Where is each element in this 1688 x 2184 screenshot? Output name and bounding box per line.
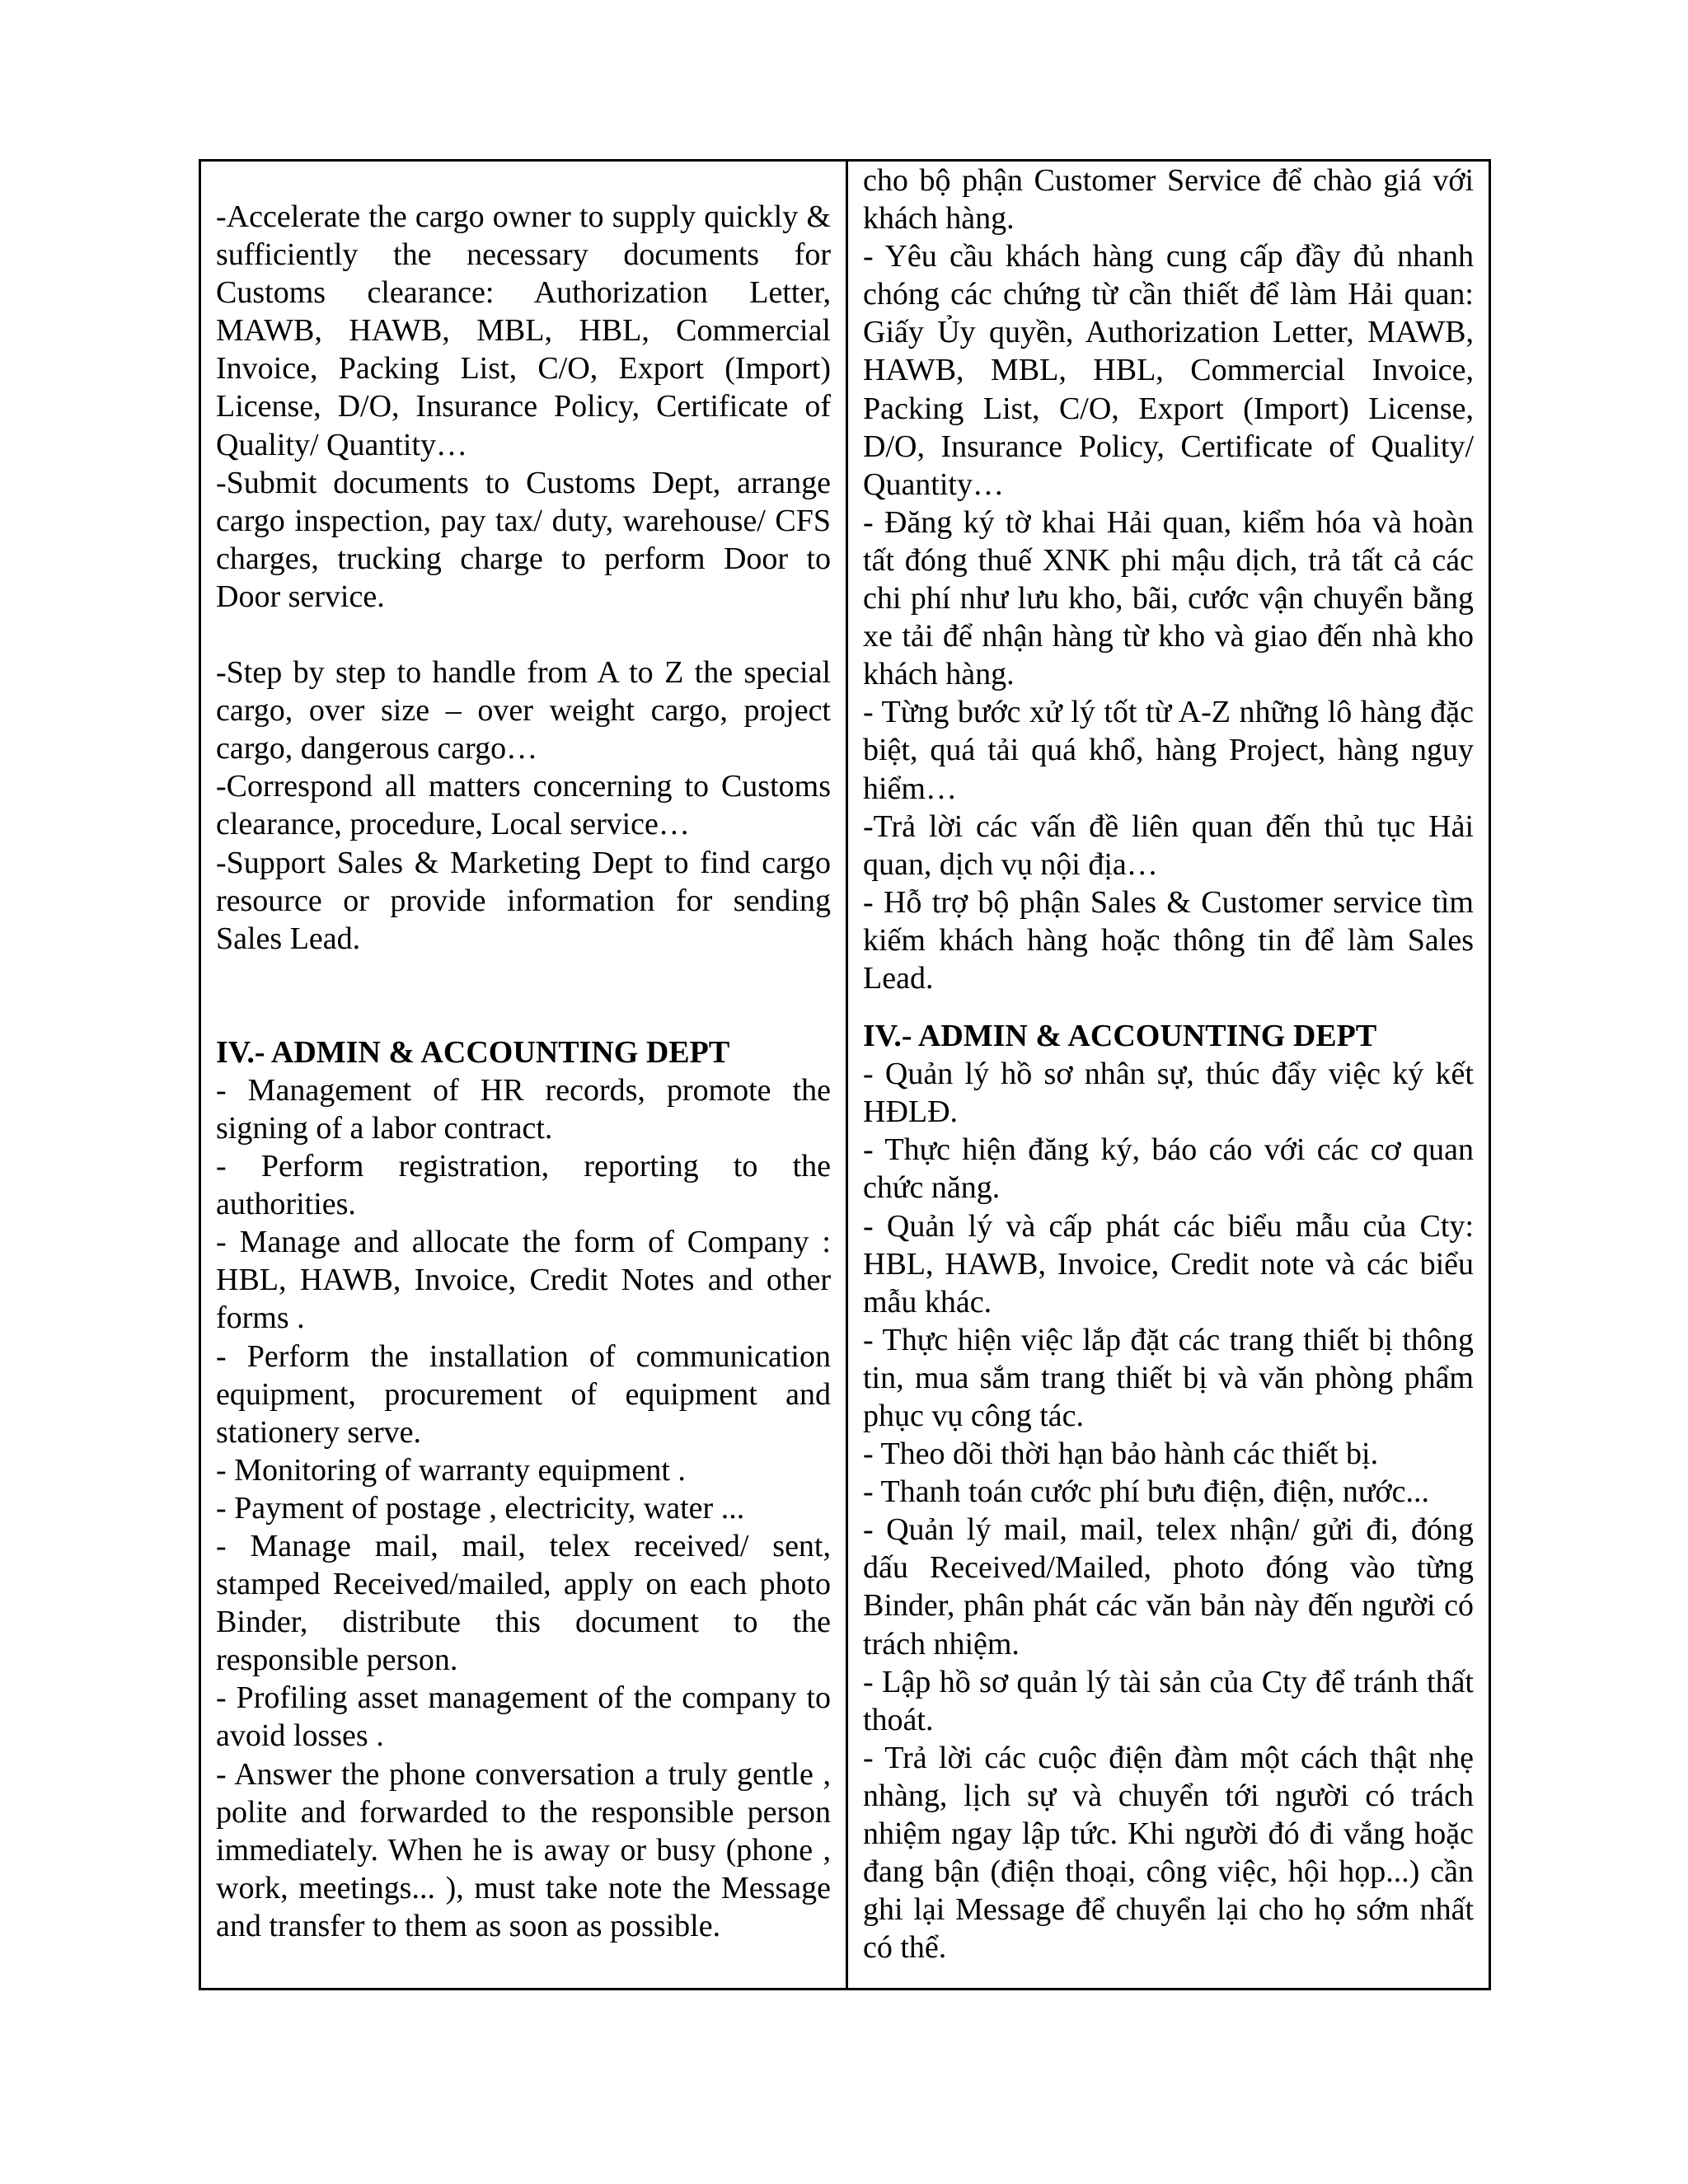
two-column-table	[199, 159, 1491, 1990]
paragraph: - Payment of postage , electricity, water ...	[216, 1490, 745, 1526]
paragraph: -Accelerate the cargo owner to supply quickly & sufficiently the necessary documents for Customs clearance: Authorization Letter, MAWB, HAWB, MBL, HBL, Commercial Invoice, Packing List, C/O, Export (Import) License, D/O, Insurance Policy, Certificate of Quality/ Quantity…	[216, 199, 831, 462]
paragraph: - Management of HR records, promote the signing of a labor contract.	[216, 1072, 831, 1146]
paragraph: - Lập hồ sơ quản lý tài sản của Cty để tránh thất thoát.	[863, 1664, 1474, 1737]
spacer	[216, 616, 831, 654]
paragraph: - Answer the phone conversation a truly gentle , polite and forwarded to the responsible person immediately. When he is away or busy (phone , work, meetings... ), must take note the Message and transfer to them as soon as possible.	[216, 1756, 831, 1943]
paragraph: - Profiling asset management of the company to avoid losses .	[216, 1680, 831, 1754]
paragraph: - Thanh toán cước phí bưu điện, điện, nước...	[863, 1474, 1429, 1510]
paragraph: - Monitoring of warranty equipment .	[216, 1452, 686, 1488]
paragraph: - Từng bước xử lý tốt từ A-Z những lô hàng đặc biệt, quá tải quá khổ, hàng Project, hàng nguy hiểm…	[863, 695, 1474, 806]
paragraph: - Perform registration, reporting to the authorities.	[216, 1149, 831, 1222]
vietnamese-column	[848, 162, 1489, 1988]
paragraph: -Submit documents to Customs Dept, arrange cargo inspection, pay tax/ duty, warehouse/ CFS charges, trucking charge to perform Door to Door service.	[216, 465, 831, 614]
spacer	[863, 997, 1474, 1017]
paragraph: - Manage and allocate the form of Company : HBL, HAWB, Invoice, Credit Notes and other forms .	[216, 1225, 831, 1336]
section-heading: IV.- ADMIN & ACCOUNTING DEPT	[216, 1034, 730, 1070]
paragraph: - Đăng ký tờ khai Hải quan, kiểm hóa và hoàn tất đóng thuế XNK phi mậu dịch, trả tất cả các chi phí như lưu kho, bãi, cước vận chuyển bằng xe tải để nhận hàng từ kho và giao đến nhà kho khách hàng.	[863, 504, 1474, 692]
paragraph: - Perform the installation of communication equipment, procurement of equipment and stationery serve.	[216, 1338, 831, 1450]
paragraph: - Quản lý và cấp phát các biểu mẫu của Cty: HBL, HAWB, Invoice, Credit note và các biểu mẫu khác.	[863, 1208, 1474, 1319]
paragraph: -Correspond all matters concerning to Customs clearance, procedure, Local service…	[216, 769, 831, 842]
paragraph: - Thực hiện việc lắp đặt các trang thiết bị thông tin, mua sắm trang thiết bị và văn phòng phẩm phục vụ công tác.	[863, 1322, 1474, 1433]
paragraph: - Manage mail, mail, telex received/ sent, stamped Received/mailed, apply on each photo Binder, distribute this document to the responsible person.	[216, 1529, 831, 1678]
paragraph: -Support Sales & Marketing Dept to find cargo resource or provide information for sending Sales Lead.	[216, 845, 831, 956]
paragraph: -Trả lời các vấn đề liên quan đến thủ tục Hải quan, dịch vụ nội địa…	[863, 808, 1474, 882]
paragraph: - Theo dõi thời hạn bảo hành các thiết bị.	[863, 1436, 1379, 1472]
english-column	[201, 162, 848, 1988]
section-heading: IV.- ADMIN & ACCOUNTING DEPT	[863, 1019, 1377, 1054]
paragraph: - Trả lời các cuộc điện đàm một cách thật nhẹ nhàng, lịch sự và chuyển tới người có trách nhiệm ngay lập tức. Khi người đó đi vắng hoặc đang bận (điện thoại, công việc, hội họp...) cần ghi lại Message để chuyển lại cho họ sớm nhất có thể.	[863, 1740, 1474, 1966]
paragraph: cho bộ phận Customer Service để chào giá với khách hàng.	[863, 163, 1474, 237]
paragraph: - Quản lý mail, mail, telex nhận/ gửi đi, đóng dấu Received/Mailed, photo đóng vào từng Binder, phân phát các văn bản này đến người có trách nhiệm.	[863, 1512, 1474, 1661]
paragraph: - Thực hiện đăng ký, báo cáo với các cơ quan chức năng.	[863, 1132, 1474, 1206]
spacer	[216, 958, 831, 1033]
paragraph: - Hỗ trợ bộ phận Sales & Customer service tìm kiếm khách hàng hoặc thông tin để làm Sales Lead.	[863, 884, 1474, 996]
paragraph: - Yêu cầu khách hàng cung cấp đầy đủ nhanh chóng các chứng từ cần thiết để làm Hải quan: Giấy Ủy quyền, Authorization Letter, MAWB, HAWB, MBL, HBL, Commercial Invoice, Packing List, C/O, Export (Import) License, D/O, Insurance Policy, Certificate of Quality/ Quantity…	[863, 239, 1474, 502]
paragraph: - Quản lý hồ sơ nhân sự, thúc đẩy việc ký kết HĐLĐ.	[863, 1057, 1474, 1130]
paragraph: -Step by step to handle from A to Z the special cargo, over size – over weight cargo, project cargo, dangerous cargo…	[216, 655, 831, 766]
